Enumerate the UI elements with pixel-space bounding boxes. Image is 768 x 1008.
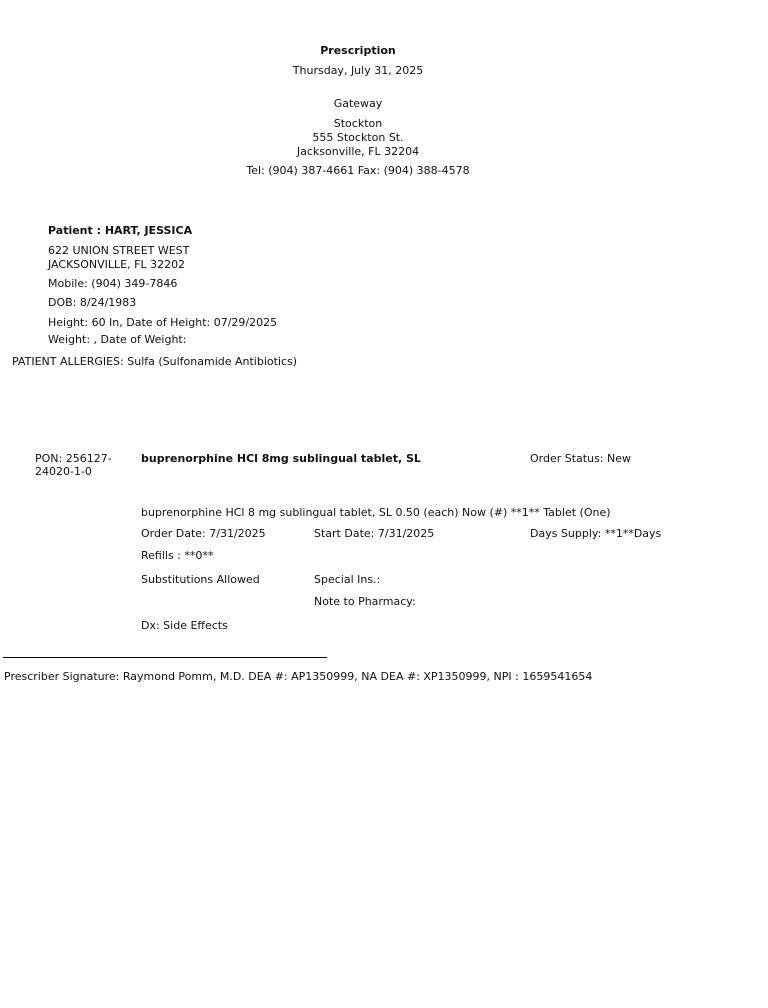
prescriber-signature: Prescriber Signature: Raymond Pomm, M.D. DEA #: AP1350999, NA DEA #: XP1350999, NPI : 1659541654	[4, 670, 593, 683]
pharmacy-name: Gateway	[333, 97, 383, 110]
substitutions: Substitutions Allowed	[141, 573, 260, 586]
pharmacy-street: 555 Stockton St.	[312, 131, 404, 144]
pharmacy-phone-fax: Tel: (904) 387-4661 Fax: (904) 388-4578	[246, 164, 470, 177]
diagnosis: Dx: Side Effects	[141, 619, 228, 632]
patient-weight: Weight: , Date of Weight:	[48, 333, 187, 346]
patient-height: Height: 60 In, Date of Height: 07/29/2025	[48, 316, 278, 329]
patient-address-line1: 622 UNION STREET WEST	[48, 244, 190, 257]
document-date: Thursday, July 31, 2025	[292, 64, 424, 77]
note-to-pharmacy: Note to Pharmacy:	[314, 595, 416, 608]
pharmacy-city-state-zip: Jacksonville, FL 32204	[296, 145, 420, 158]
drug-title: buprenorphine HCl 8mg sublingual tablet, SL	[141, 452, 421, 465]
days-supply: Days Supply: **1**Days	[530, 527, 662, 540]
patient-allergies: PATIENT ALLERGIES: Sulfa (Sulfonamide Antibiotics)	[12, 355, 298, 368]
signature-rule	[3, 657, 327, 658]
document-title: Prescription	[320, 44, 396, 57]
order-pon: PON: 256127-24020-1-0	[35, 452, 112, 478]
patient-mobile: Mobile: (904) 349-7846	[48, 277, 178, 290]
order-date: Order Date: 7/31/2025	[141, 527, 266, 540]
start-date: Start Date: 7/31/2025	[314, 527, 435, 540]
patient-address-line2: JACKSONVILLE, FL 32202	[48, 258, 186, 271]
refills: Refills : **0**	[141, 549, 214, 562]
patient-dob: DOB: 8/24/1983	[48, 296, 137, 309]
special-instructions: Special Ins.:	[314, 573, 381, 586]
order-sig: buprenorphine HCl 8 mg sublingual tablet, SL 0.50 (each) Now (#) **1** Tablet (One)	[141, 506, 611, 519]
pharmacy-location: Stockton	[333, 117, 383, 130]
order-status: Order Status: New	[530, 452, 632, 465]
patient-name: Patient : HART, JESSICA	[48, 224, 193, 237]
